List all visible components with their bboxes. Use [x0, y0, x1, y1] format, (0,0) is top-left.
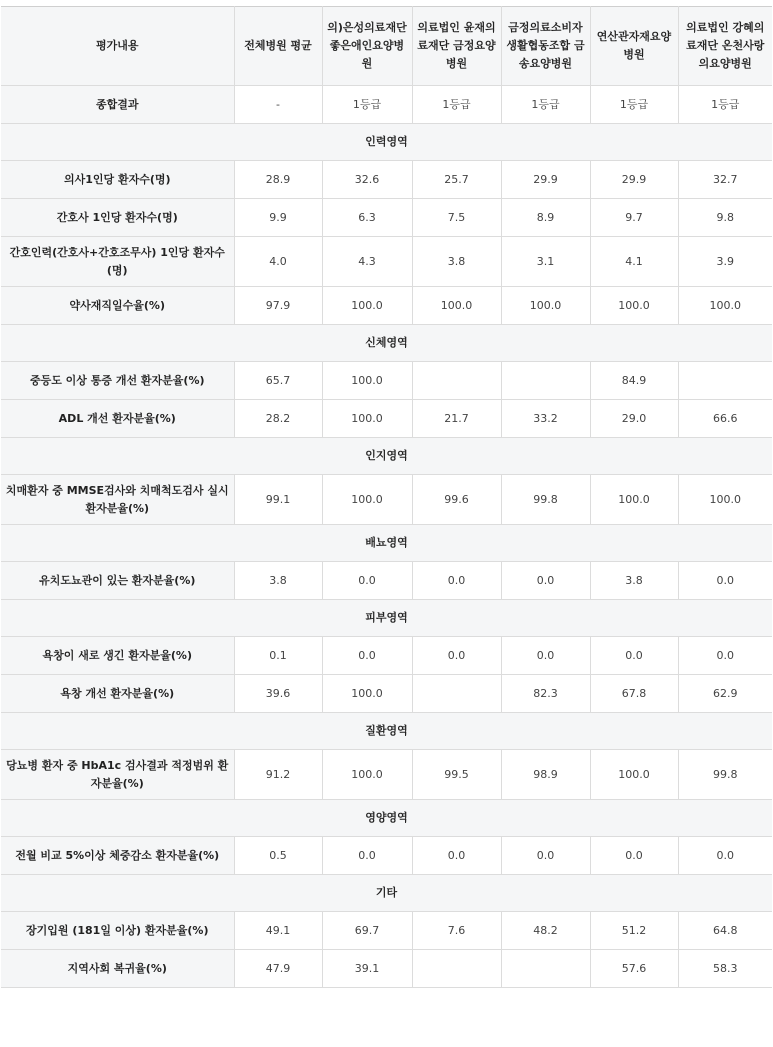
section-title: 질환영역	[1, 713, 772, 750]
table-cell	[412, 675, 501, 713]
table-cell: 99.6	[412, 475, 501, 525]
table-row	[1, 750, 772, 800]
table-cell: 99.8	[501, 475, 590, 525]
table-cell: 1등급	[501, 86, 590, 124]
table-cell: 62.9	[678, 675, 772, 713]
table-cell: 4.3	[322, 237, 412, 287]
table-row	[1, 199, 772, 237]
table-cell: 0.0	[412, 837, 501, 875]
table-cell: 0.0	[501, 562, 590, 600]
table-cell: 0.0	[412, 637, 501, 675]
row-label: 당뇨병 환자 중 HbA1c 검사결과 적정범위 환자분율(%)	[1, 750, 234, 800]
table-cell: 82.3	[501, 675, 590, 713]
table-cell: 0.0	[501, 837, 590, 875]
table-cell: 0.0	[322, 562, 412, 600]
table-cell: 28.2	[234, 400, 322, 438]
table-cell: 97.9	[234, 287, 322, 325]
table-cell: 29.0	[590, 400, 678, 438]
evaluation-table	[1, 6, 772, 988]
table-cell: 0.0	[678, 637, 772, 675]
table-cell: 65.7	[234, 362, 322, 400]
header-col-hospital-4: 연산관자재요양병원	[590, 7, 678, 86]
table-cell: 3.8	[234, 562, 322, 600]
table-cell: 99.1	[234, 475, 322, 525]
table-cell: 9.8	[678, 199, 772, 237]
table-cell	[412, 362, 501, 400]
table-cell: 6.3	[322, 199, 412, 237]
table-cell: 29.9	[590, 161, 678, 199]
table-cell: 28.9	[234, 161, 322, 199]
table-cell: 0.1	[234, 637, 322, 675]
table-cell: 84.9	[590, 362, 678, 400]
table-cell: 0.0	[590, 837, 678, 875]
table-cell: 100.0	[678, 475, 772, 525]
table-cell: 100.0	[412, 287, 501, 325]
table-cell: 1등급	[412, 86, 501, 124]
row-label: 간호인력(간호사+간호조무사) 1인당 환자수(명)	[1, 237, 234, 287]
table-row	[1, 400, 772, 438]
table-cell: 33.2	[501, 400, 590, 438]
row-label: 욕창 개선 환자분율(%)	[1, 675, 234, 713]
table-cell: 99.5	[412, 750, 501, 800]
section-header-row	[1, 525, 772, 562]
row-label: 욕창이 새로 생긴 환자분율(%)	[1, 637, 234, 675]
table-cell: 100.0	[590, 750, 678, 800]
table-cell: 69.7	[322, 912, 412, 950]
header-col-hospital-3: 금정의료소비자생활협동조합 금송요양병원	[501, 7, 590, 86]
section-title: 배뇨영역	[1, 525, 772, 562]
row-label: 중등도 이상 통증 개선 환자분율(%)	[1, 362, 234, 400]
table-cell: 100.0	[322, 287, 412, 325]
table-cell: 66.6	[678, 400, 772, 438]
table-row	[1, 675, 772, 713]
table-cell: 8.9	[501, 199, 590, 237]
table-cell: 21.7	[412, 400, 501, 438]
table-cell	[501, 950, 590, 988]
row-label: ADL 개선 환자분율(%)	[1, 400, 234, 438]
table-cell: 91.2	[234, 750, 322, 800]
table-cell: 51.2	[590, 912, 678, 950]
table-cell: 58.3	[678, 950, 772, 988]
table-cell: 0.0	[412, 562, 501, 600]
row-label: 치매환자 중 MMSE검사와 치매척도검사 실시 환자분율(%)	[1, 475, 234, 525]
section-header-row	[1, 438, 772, 475]
section-title: 영양영역	[1, 800, 772, 837]
section-header-row	[1, 600, 772, 637]
row-label: 지역사회 복귀율(%)	[1, 950, 234, 988]
section-title: 기타	[1, 875, 772, 912]
table-cell: 3.8	[412, 237, 501, 287]
table-cell: 32.6	[322, 161, 412, 199]
header-col-hospital-1: 의)은성의료재단 좋은애인요양병원	[322, 7, 412, 86]
header-row	[1, 7, 772, 86]
row-label: 종합결과	[1, 86, 234, 124]
row-label: 유치도뇨관이 있는 환자분율(%)	[1, 562, 234, 600]
table-row	[1, 237, 772, 287]
table-cell	[501, 362, 590, 400]
table-row	[1, 950, 772, 988]
table-cell: 100.0	[322, 675, 412, 713]
table-cell: 4.1	[590, 237, 678, 287]
table-row	[1, 86, 772, 124]
table-cell: 9.7	[590, 199, 678, 237]
table-cell: 7.6	[412, 912, 501, 950]
table-cell: 100.0	[678, 287, 772, 325]
row-label: 간호사 1인당 환자수(명)	[1, 199, 234, 237]
table-cell	[678, 362, 772, 400]
header-col-average: 전체병원 평균	[234, 7, 322, 86]
table-cell: 100.0	[322, 475, 412, 525]
table-cell: 0.0	[501, 637, 590, 675]
table-row	[1, 161, 772, 199]
table-cell: 99.8	[678, 750, 772, 800]
table-cell: 0.0	[322, 637, 412, 675]
table-cell: 39.6	[234, 675, 322, 713]
table-cell: 0.0	[678, 562, 772, 600]
table-cell: 100.0	[322, 362, 412, 400]
table-row	[1, 637, 772, 675]
table-row	[1, 562, 772, 600]
row-label: 전월 비교 5%이상 체중감소 환자분율(%)	[1, 837, 234, 875]
table-cell: 4.0	[234, 237, 322, 287]
table-cell: 3.1	[501, 237, 590, 287]
table-cell: 3.8	[590, 562, 678, 600]
section-title: 인력영역	[1, 124, 772, 161]
table-cell: 1등급	[678, 86, 772, 124]
table-cell: 1등급	[322, 86, 412, 124]
table-cell: 0.0	[322, 837, 412, 875]
row-label: 장기입원 (181일 이상) 환자분율(%)	[1, 912, 234, 950]
table-cell	[412, 950, 501, 988]
section-header-row	[1, 124, 772, 161]
table-cell: 100.0	[322, 400, 412, 438]
table-cell: 100.0	[590, 287, 678, 325]
table-body	[1, 86, 772, 988]
table-cell: 49.1	[234, 912, 322, 950]
table-cell: 29.9	[501, 161, 590, 199]
header-col-hospital-5: 의료법인 강혜의료재단 온천사랑의요양병원	[678, 7, 772, 86]
section-header-row	[1, 325, 772, 362]
table-cell: 47.9	[234, 950, 322, 988]
section-header-row	[1, 713, 772, 750]
table-cell: -	[234, 86, 322, 124]
table-cell: 0.5	[234, 837, 322, 875]
table-cell: 100.0	[322, 750, 412, 800]
section-title: 인지영역	[1, 438, 772, 475]
table-cell: 7.5	[412, 199, 501, 237]
table-cell: 39.1	[322, 950, 412, 988]
table-cell: 57.6	[590, 950, 678, 988]
section-header-row	[1, 875, 772, 912]
row-label: 의사1인당 환자수(명)	[1, 161, 234, 199]
header-label: 평가내용	[1, 7, 234, 86]
section-title: 신체영역	[1, 325, 772, 362]
table-cell: 64.8	[678, 912, 772, 950]
table-row	[1, 475, 772, 525]
table-cell: 100.0	[590, 475, 678, 525]
table-cell: 1등급	[590, 86, 678, 124]
table-cell: 67.8	[590, 675, 678, 713]
table-cell: 48.2	[501, 912, 590, 950]
table-cell: 0.0	[678, 837, 772, 875]
table-row	[1, 912, 772, 950]
table-row	[1, 362, 772, 400]
table-cell: 100.0	[501, 287, 590, 325]
header-col-hospital-2: 의료법인 윤재의료재단 금정요양병원	[412, 7, 501, 86]
table-cell: 3.9	[678, 237, 772, 287]
table-cell: 98.9	[501, 750, 590, 800]
row-label: 약사재직일수율(%)	[1, 287, 234, 325]
table-cell: 32.7	[678, 161, 772, 199]
table-cell: 25.7	[412, 161, 501, 199]
table-cell: 0.0	[590, 637, 678, 675]
table-row	[1, 287, 772, 325]
section-header-row	[1, 800, 772, 837]
table-cell: 9.9	[234, 199, 322, 237]
table-row	[1, 837, 772, 875]
section-title: 피부영역	[1, 600, 772, 637]
